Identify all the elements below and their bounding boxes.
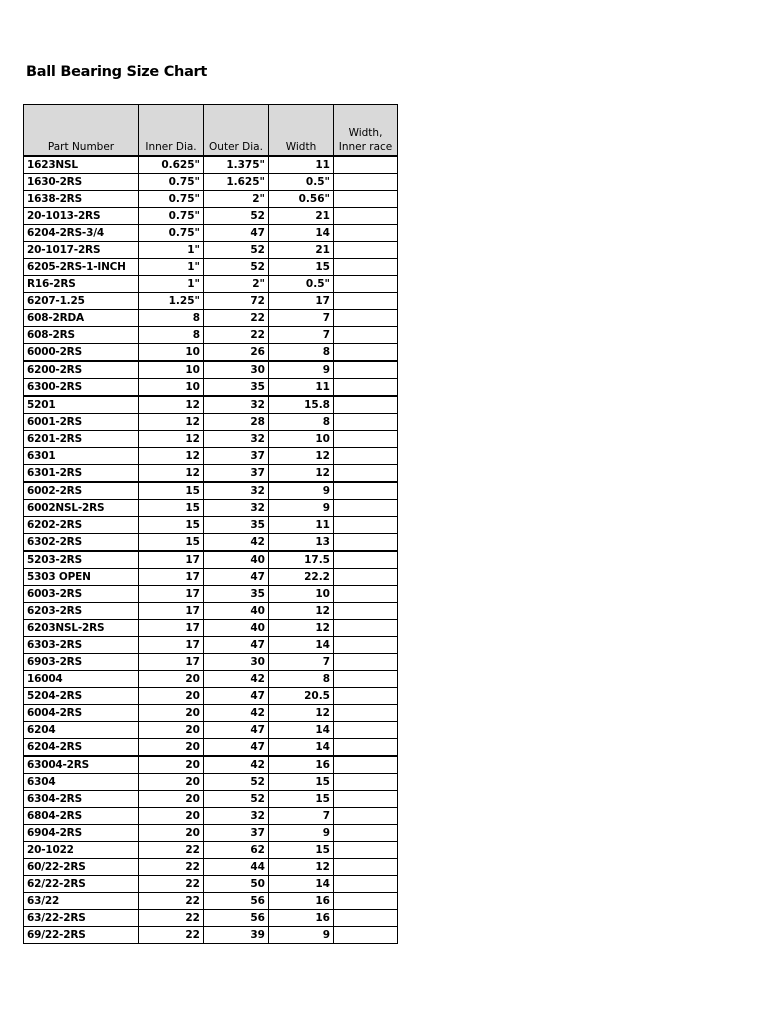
part-number-cell: 20-1017-2RS <box>24 242 139 259</box>
outer-dia-cell: 1.375" <box>204 156 269 174</box>
width-cell: 15 <box>269 774 334 791</box>
table-row <box>24 876 398 893</box>
outer-dia-cell: 47 <box>204 225 269 242</box>
width-inner-race-cell <box>334 242 398 259</box>
inner-dia-cell: 12 <box>139 396 204 414</box>
width-cell: 10 <box>269 431 334 448</box>
width-cell: 16 <box>269 756 334 774</box>
width-cell: 14 <box>269 722 334 739</box>
table-row <box>24 791 398 808</box>
part-number-cell: 6301-2RS <box>24 465 139 483</box>
inner-dia-cell: 20 <box>139 705 204 722</box>
table-row <box>24 465 398 483</box>
inner-dia-cell: 22 <box>139 876 204 893</box>
table-row <box>24 551 398 569</box>
outer-dia-cell: 22 <box>204 327 269 344</box>
table-row <box>24 414 398 431</box>
outer-dia-cell: 37 <box>204 825 269 842</box>
outer-dia-cell: 30 <box>204 361 269 379</box>
width-inner-race-cell <box>334 603 398 620</box>
part-number-cell: 6203-2RS <box>24 603 139 620</box>
width-inner-race-cell <box>334 637 398 654</box>
width-cell: 11 <box>269 517 334 534</box>
width-cell: 17 <box>269 293 334 310</box>
outer-dia-cell: 52 <box>204 208 269 225</box>
inner-dia-cell: 1.25" <box>139 293 204 310</box>
inner-dia-cell: 17 <box>139 603 204 620</box>
width-cell: 12 <box>269 620 334 637</box>
inner-dia-cell: 17 <box>139 551 204 569</box>
part-number-cell: 63004-2RS <box>24 756 139 774</box>
table-row <box>24 534 398 552</box>
width-cell: 14 <box>269 225 334 242</box>
part-number-cell: 6204 <box>24 722 139 739</box>
inner-dia-cell: 22 <box>139 893 204 910</box>
inner-dia-cell: 20 <box>139 808 204 825</box>
width-inner-race-cell <box>334 414 398 431</box>
part-number-cell: 6207-1.25 <box>24 293 139 310</box>
column-header-outer-dia: Outer Dia. <box>204 105 269 157</box>
width-inner-race-cell <box>334 344 398 362</box>
outer-dia-cell: 35 <box>204 379 269 397</box>
inner-dia-cell: 1" <box>139 276 204 293</box>
inner-dia-cell: 17 <box>139 654 204 671</box>
width-inner-race-cell <box>334 893 398 910</box>
width-inner-race-cell <box>334 671 398 688</box>
width-cell: 20.5 <box>269 688 334 705</box>
table-row <box>24 688 398 705</box>
width-cell: 0.5" <box>269 174 334 191</box>
width-cell: 15 <box>269 791 334 808</box>
outer-dia-cell: 28 <box>204 414 269 431</box>
outer-dia-cell: 42 <box>204 705 269 722</box>
width-cell: 9 <box>269 500 334 517</box>
outer-dia-cell: 44 <box>204 859 269 876</box>
inner-dia-cell: 20 <box>139 825 204 842</box>
width-cell: 14 <box>269 637 334 654</box>
part-number-cell: 16004 <box>24 671 139 688</box>
inner-dia-cell: 20 <box>139 739 204 757</box>
width-cell: 7 <box>269 327 334 344</box>
width-cell: 16 <box>269 910 334 927</box>
inner-dia-cell: 17 <box>139 569 204 586</box>
page-title: Ball Bearing Size Chart <box>26 64 208 80</box>
width-cell: 10 <box>269 586 334 603</box>
part-number-cell: 5201 <box>24 396 139 414</box>
width-cell: 12 <box>269 448 334 465</box>
table-row <box>24 259 398 276</box>
part-number-cell: 6003-2RS <box>24 586 139 603</box>
width-inner-race-cell <box>334 756 398 774</box>
width-cell: 8 <box>269 344 334 362</box>
width-cell: 7 <box>269 808 334 825</box>
width-inner-race-cell <box>334 156 398 174</box>
part-number-cell: 6804-2RS <box>24 808 139 825</box>
inner-dia-cell: 22 <box>139 859 204 876</box>
part-number-cell: 6304-2RS <box>24 791 139 808</box>
inner-dia-cell: 8 <box>139 310 204 327</box>
outer-dia-cell: 32 <box>204 482 269 500</box>
part-number-cell: 6201-2RS <box>24 431 139 448</box>
width-cell: 11 <box>269 156 334 174</box>
part-number-cell: 60/22-2RS <box>24 859 139 876</box>
inner-dia-cell: 0.75" <box>139 208 204 225</box>
width-inner-race-cell <box>334 654 398 671</box>
part-number-cell: 608-2RDA <box>24 310 139 327</box>
part-number-cell: 6205-2RS-1-INCH <box>24 259 139 276</box>
width-cell: 7 <box>269 654 334 671</box>
width-cell: 9 <box>269 361 334 379</box>
width-cell: 12 <box>269 603 334 620</box>
table-row <box>24 774 398 791</box>
part-number-cell: 6203NSL-2RS <box>24 620 139 637</box>
width-inner-race-cell <box>334 500 398 517</box>
outer-dia-cell: 52 <box>204 774 269 791</box>
part-number-cell: 6304 <box>24 774 139 791</box>
width-inner-race-cell <box>334 327 398 344</box>
table-row <box>24 293 398 310</box>
outer-dia-cell: 47 <box>204 688 269 705</box>
width-cell: 7 <box>269 310 334 327</box>
part-number-cell: 1623NSL <box>24 156 139 174</box>
table-row <box>24 756 398 774</box>
width-inner-race-cell <box>334 688 398 705</box>
outer-dia-cell: 2" <box>204 191 269 208</box>
column-header-width: Width <box>269 105 334 157</box>
part-number-cell: 6202-2RS <box>24 517 139 534</box>
inner-dia-cell: 0.75" <box>139 225 204 242</box>
table-row <box>24 569 398 586</box>
part-number-cell: 6002-2RS <box>24 482 139 500</box>
table-row <box>24 448 398 465</box>
table-row <box>24 396 398 414</box>
width-inner-race-cell <box>334 379 398 397</box>
inner-dia-cell: 20 <box>139 688 204 705</box>
table-row <box>24 739 398 757</box>
inner-dia-cell: 20 <box>139 756 204 774</box>
table-row <box>24 344 398 362</box>
inner-dia-cell: 20 <box>139 791 204 808</box>
table-row <box>24 842 398 859</box>
width-inner-race-cell <box>334 927 398 944</box>
width-cell: 9 <box>269 482 334 500</box>
table-row <box>24 517 398 534</box>
outer-dia-cell: 47 <box>204 637 269 654</box>
inner-dia-cell: 15 <box>139 517 204 534</box>
table-row <box>24 431 398 448</box>
inner-dia-cell: 12 <box>139 431 204 448</box>
width-inner-race-cell <box>334 465 398 483</box>
outer-dia-cell: 1.625" <box>204 174 269 191</box>
outer-dia-cell: 26 <box>204 344 269 362</box>
width-inner-race-cell <box>334 620 398 637</box>
outer-dia-cell: 32 <box>204 500 269 517</box>
table-row <box>24 482 398 500</box>
column-header-part-number: Part Number <box>24 105 139 157</box>
width-inner-race-cell <box>334 293 398 310</box>
outer-dia-cell: 56 <box>204 893 269 910</box>
width-inner-race-cell <box>334 396 398 414</box>
table-row <box>24 893 398 910</box>
outer-dia-cell: 37 <box>204 448 269 465</box>
width-cell: 21 <box>269 208 334 225</box>
outer-dia-cell: 42 <box>204 756 269 774</box>
inner-dia-cell: 17 <box>139 620 204 637</box>
outer-dia-cell: 52 <box>204 259 269 276</box>
table-row <box>24 910 398 927</box>
table-row <box>24 671 398 688</box>
part-number-cell: 6300-2RS <box>24 379 139 397</box>
inner-dia-cell: 15 <box>139 500 204 517</box>
bearing-size-table <box>23 104 398 944</box>
inner-dia-cell: 0.75" <box>139 174 204 191</box>
width-cell: 8 <box>269 414 334 431</box>
outer-dia-cell: 30 <box>204 654 269 671</box>
width-inner-race-cell <box>334 482 398 500</box>
inner-dia-cell: 8 <box>139 327 204 344</box>
part-number-cell: 1638-2RS <box>24 191 139 208</box>
part-number-cell: 6904-2RS <box>24 825 139 842</box>
outer-dia-cell: 40 <box>204 620 269 637</box>
outer-dia-cell: 72 <box>204 293 269 310</box>
width-inner-race-cell <box>334 739 398 757</box>
table-row <box>24 603 398 620</box>
outer-dia-cell: 47 <box>204 569 269 586</box>
width-inner-race-cell <box>334 191 398 208</box>
width-cell: 9 <box>269 825 334 842</box>
table-row <box>24 825 398 842</box>
table-row <box>24 156 398 174</box>
width-inner-race-cell <box>334 225 398 242</box>
width-inner-race-cell <box>334 791 398 808</box>
inner-dia-cell: 0.625" <box>139 156 204 174</box>
outer-dia-cell: 42 <box>204 534 269 552</box>
inner-dia-cell: 1" <box>139 242 204 259</box>
width-inner-race-cell <box>334 534 398 552</box>
outer-dia-cell: 42 <box>204 671 269 688</box>
table-row <box>24 705 398 722</box>
width-inner-race-cell <box>334 569 398 586</box>
part-number-cell: 5204-2RS <box>24 688 139 705</box>
outer-dia-cell: 56 <box>204 910 269 927</box>
table-row <box>24 379 398 397</box>
width-cell: 8 <box>269 671 334 688</box>
outer-dia-cell: 40 <box>204 603 269 620</box>
inner-dia-cell: 17 <box>139 586 204 603</box>
outer-dia-cell: 40 <box>204 551 269 569</box>
width-cell: 11 <box>269 379 334 397</box>
inner-dia-cell: 12 <box>139 465 204 483</box>
inner-dia-cell: 20 <box>139 774 204 791</box>
width-cell: 12 <box>269 465 334 483</box>
column-header-width-inner-race: Width, Inner race <box>334 105 398 157</box>
outer-dia-cell: 22 <box>204 310 269 327</box>
width-inner-race-cell <box>334 722 398 739</box>
outer-dia-cell: 52 <box>204 791 269 808</box>
table-row <box>24 654 398 671</box>
width-inner-race-cell <box>334 310 398 327</box>
width-inner-race-cell <box>334 774 398 791</box>
part-number-cell: 6000-2RS <box>24 344 139 362</box>
width-inner-race-cell <box>334 808 398 825</box>
width-inner-race-cell <box>334 174 398 191</box>
width-cell: 12 <box>269 705 334 722</box>
table-row <box>24 361 398 379</box>
part-number-cell: 1630-2RS <box>24 174 139 191</box>
table-body <box>24 156 398 944</box>
outer-dia-cell: 32 <box>204 396 269 414</box>
inner-dia-cell: 12 <box>139 414 204 431</box>
width-cell: 17.5 <box>269 551 334 569</box>
inner-dia-cell: 17 <box>139 637 204 654</box>
outer-dia-cell: 37 <box>204 465 269 483</box>
outer-dia-cell: 50 <box>204 876 269 893</box>
width-inner-race-cell <box>334 876 398 893</box>
part-number-cell: 6903-2RS <box>24 654 139 671</box>
table-row <box>24 620 398 637</box>
outer-dia-cell: 47 <box>204 739 269 757</box>
table-row <box>24 808 398 825</box>
part-number-cell: 69/22-2RS <box>24 927 139 944</box>
part-number-cell: 6204-2RS-3/4 <box>24 225 139 242</box>
part-number-cell: 6002NSL-2RS <box>24 500 139 517</box>
inner-dia-cell: 10 <box>139 361 204 379</box>
width-inner-race-cell <box>334 586 398 603</box>
width-cell: 12 <box>269 859 334 876</box>
part-number-cell: 6200-2RS <box>24 361 139 379</box>
part-number-cell: 5303 OPEN <box>24 569 139 586</box>
width-cell: 14 <box>269 876 334 893</box>
inner-dia-cell: 22 <box>139 927 204 944</box>
part-number-cell: 6001-2RS <box>24 414 139 431</box>
table-row <box>24 208 398 225</box>
part-number-cell: 20-1013-2RS <box>24 208 139 225</box>
outer-dia-cell: 32 <box>204 808 269 825</box>
part-number-cell: 63/22 <box>24 893 139 910</box>
part-number-cell: 6303-2RS <box>24 637 139 654</box>
width-cell: 16 <box>269 893 334 910</box>
width-cell: 9 <box>269 927 334 944</box>
width-cell: 15 <box>269 259 334 276</box>
width-cell: 21 <box>269 242 334 259</box>
table-row <box>24 722 398 739</box>
table-row <box>24 276 398 293</box>
width-inner-race-cell <box>334 551 398 569</box>
column-header-inner-dia: Inner Dia. <box>139 105 204 157</box>
width-inner-race-cell <box>334 705 398 722</box>
table-row <box>24 586 398 603</box>
inner-dia-cell: 22 <box>139 842 204 859</box>
outer-dia-cell: 2" <box>204 276 269 293</box>
table-row <box>24 242 398 259</box>
part-number-cell: 608-2RS <box>24 327 139 344</box>
width-inner-race-cell <box>334 276 398 293</box>
table-row <box>24 500 398 517</box>
outer-dia-cell: 35 <box>204 586 269 603</box>
inner-dia-cell: 10 <box>139 344 204 362</box>
outer-dia-cell: 32 <box>204 431 269 448</box>
table-row <box>24 310 398 327</box>
width-inner-race-cell <box>334 431 398 448</box>
width-inner-race-cell <box>334 859 398 876</box>
width-inner-race-cell <box>334 208 398 225</box>
outer-dia-cell: 35 <box>204 517 269 534</box>
part-number-cell: 62/22-2RS <box>24 876 139 893</box>
inner-dia-cell: 1" <box>139 259 204 276</box>
width-cell: 0.56" <box>269 191 334 208</box>
width-inner-race-cell <box>334 842 398 859</box>
table-row <box>24 191 398 208</box>
part-number-cell: R16-2RS <box>24 276 139 293</box>
part-number-cell: 6204-2RS <box>24 739 139 757</box>
part-number-cell: 20-1022 <box>24 842 139 859</box>
table-row <box>24 327 398 344</box>
outer-dia-cell: 52 <box>204 242 269 259</box>
width-cell: 14 <box>269 739 334 757</box>
width-inner-race-cell <box>334 910 398 927</box>
inner-dia-cell: 20 <box>139 671 204 688</box>
part-number-cell: 63/22-2RS <box>24 910 139 927</box>
table-row <box>24 859 398 876</box>
table-row <box>24 225 398 242</box>
table-row <box>24 927 398 944</box>
part-number-cell: 6301 <box>24 448 139 465</box>
width-inner-race-cell <box>334 448 398 465</box>
table-row <box>24 637 398 654</box>
inner-dia-cell: 0.75" <box>139 191 204 208</box>
outer-dia-cell: 47 <box>204 722 269 739</box>
table-header-row <box>24 105 398 157</box>
inner-dia-cell: 12 <box>139 448 204 465</box>
outer-dia-cell: 39 <box>204 927 269 944</box>
part-number-cell: 6004-2RS <box>24 705 139 722</box>
inner-dia-cell: 22 <box>139 910 204 927</box>
width-cell: 13 <box>269 534 334 552</box>
width-inner-race-cell <box>334 259 398 276</box>
table-row <box>24 174 398 191</box>
inner-dia-cell: 20 <box>139 722 204 739</box>
width-inner-race-cell <box>334 825 398 842</box>
width-cell: 22.2 <box>269 569 334 586</box>
width-cell: 15.8 <box>269 396 334 414</box>
inner-dia-cell: 10 <box>139 379 204 397</box>
width-inner-race-cell <box>334 517 398 534</box>
outer-dia-cell: 62 <box>204 842 269 859</box>
part-number-cell: 6302-2RS <box>24 534 139 552</box>
part-number-cell: 5203-2RS <box>24 551 139 569</box>
width-inner-race-cell <box>334 361 398 379</box>
width-cell: 0.5" <box>269 276 334 293</box>
inner-dia-cell: 15 <box>139 482 204 500</box>
width-cell: 15 <box>269 842 334 859</box>
inner-dia-cell: 15 <box>139 534 204 552</box>
